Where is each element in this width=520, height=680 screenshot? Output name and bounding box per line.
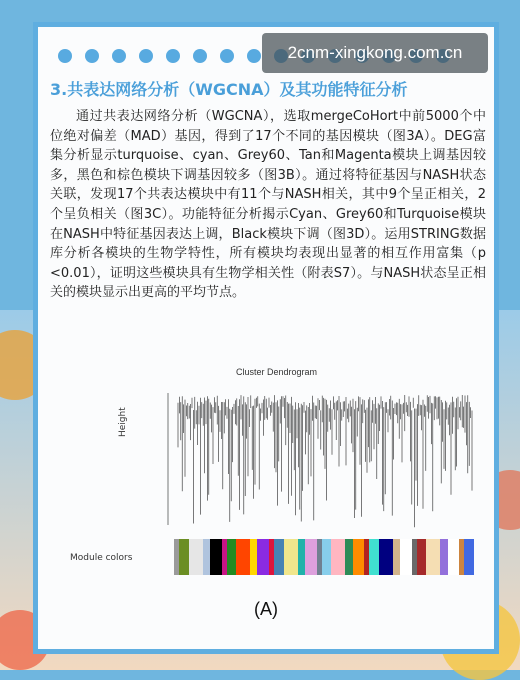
module-color-swatch [274,539,284,575]
module-color-swatch [203,539,210,575]
module-color-swatch [369,539,379,575]
dot-icon [166,49,180,63]
dot-icon [58,49,72,63]
module-color-swatch [448,539,460,575]
module-color-swatch [400,539,412,575]
cluster-dendrogram-figure [66,367,476,597]
module-color-swatch [331,539,345,575]
content-card [33,22,499,654]
module-color-swatch [179,539,189,575]
module-color-swatch [322,539,332,575]
module-color-swatch [417,539,427,575]
figure-title: Cluster Dendrogram [236,367,318,377]
module-color-swatch [345,539,352,575]
figure-caption: (A) [254,599,278,619]
module-color-swatch [236,539,250,575]
module-color-swatch [426,539,440,575]
dendrogram-leaves [178,395,472,527]
module-color-swatch [305,539,317,575]
module-color-bar [174,539,474,575]
module-color-swatch [393,539,400,575]
module-color-swatch [298,539,305,575]
dot-icon [247,49,261,63]
module-color-swatch [210,539,222,575]
module-color-swatch [464,539,474,575]
section-body: 通过共表达网络分析（WGCNA），选取mergeCoHort中前5000个中位绝对偏差（MAD）基因，得到了17个不同的基因模块（图3A）。DEG富集分析显示turquoise、cyan、Grey60、Tan和Magenta模块上调基因较多，黑色和棕色模块下调基因较多（图3B）。通过将特征基因与NASH状态关联，发现17个共表达模块中有11个与NASH相关，其中9个呈正相关，2个呈负相关（图3C）。功能特征分析揭示Cyan、Grey60和Turquoise模块在NASH中特征基因表达上调，Black模块下调（图3D）。运用STRING数据库分析各模块的生物学特性，所有模块均表现出显著的相互作用富集（p <0.01），证明这些模块具有生物学相关性（附表S7）。与NASH状态呈正相关的模块显示出更高的平均节点。 [50,109,486,301]
module-color-swatch [379,539,393,575]
dendrogram [142,385,476,535]
figure-ylabel: Height [118,407,128,437]
module-color-swatch [189,539,203,575]
dot-icon [85,49,99,63]
dot-icon [139,49,153,63]
watermark: 2cnm-xingkong.com.cn [262,33,488,73]
module-color-swatch [284,539,298,575]
module-color-swatch [257,539,269,575]
dot-icon [112,49,126,63]
dot-icon [193,49,207,63]
module-color-swatch [440,539,447,575]
module-color-swatch [250,539,257,575]
dot-icon [220,49,234,63]
module-color-swatch [227,539,237,575]
module-colors-label: Module colors [70,553,133,563]
section-title: 3.共表达网络分析（WGCNA）及其功能特征分析 [50,80,408,99]
module-color-swatch [353,539,365,575]
